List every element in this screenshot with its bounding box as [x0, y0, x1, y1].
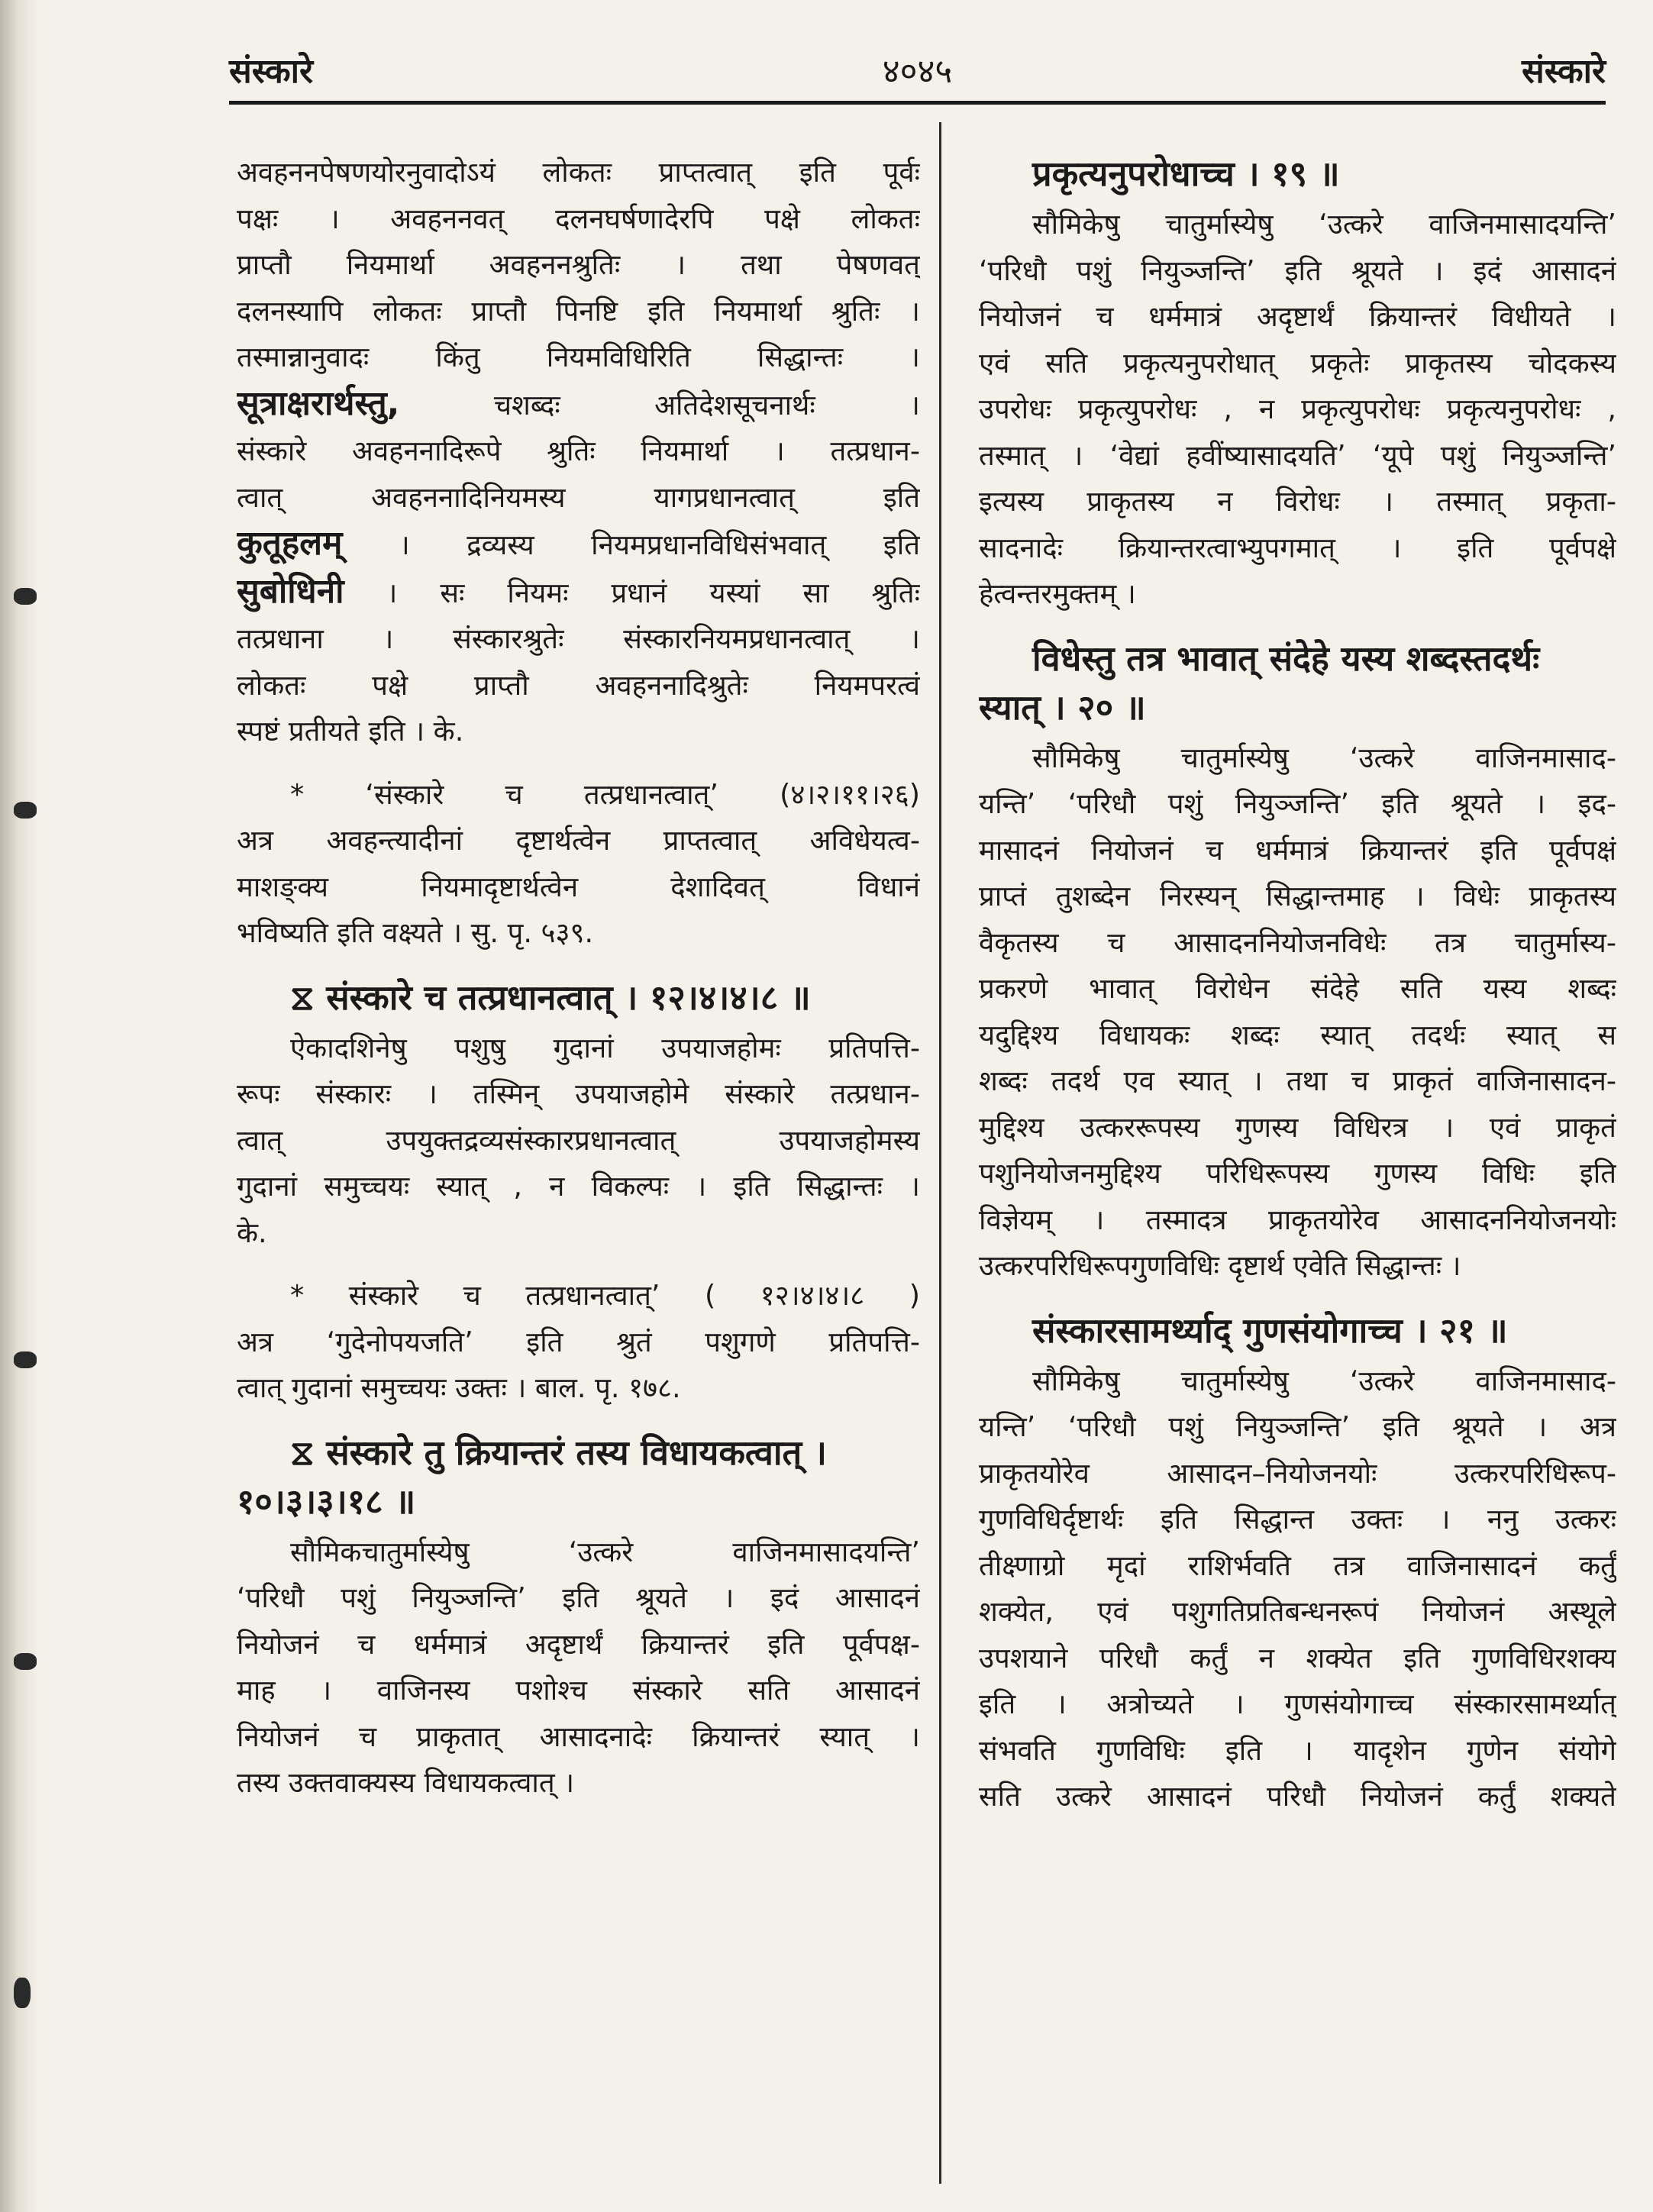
text-line: गुदानां समुच्चयः स्यात् , न विकल्पः । इति सिद्धान्तः । — [237, 1170, 920, 1203]
text-line: तस्मात् । ‘वेद्यां हवींष्यासादयति’ ‘यूपे पशुं नियुञ्जन्ति’ — [979, 438, 1616, 472]
text-line: तस्मान्नानुवादः किंतु नियमविधिरिति सिद्धान्तः । — [237, 341, 920, 373]
text-line: सति उत्करे आसादनं परिधौ नियोजनं कर्तुं शक्यते — [979, 1780, 1616, 1813]
text-line: प्राकृतयोरेव आसादन–नियोजनयोः उत्करपरिधिरूप- — [979, 1456, 1616, 1490]
left-column — [237, 150, 920, 2181]
text-line: सौमिकेषु चातुर्मास्येषु ‘उत्करे वाजिनमासाद- — [1032, 1364, 1616, 1397]
text-line: * संस्कारे च तत्प्रधानत्वात्’ ( १२।४।४।८ ) — [290, 1279, 920, 1312]
text-line: इति । अत्रोच्यते । गुणसंयोगाच्च संस्कारसामर्थ्यात् — [979, 1687, 1616, 1720]
reference-block — [237, 772, 920, 957]
text-line: पक्षः । अवहननवत् दलनघर्षणादेरपि पक्षे लोकतः — [237, 202, 920, 235]
column-divider — [939, 122, 941, 2184]
text-line: ‘परिधौ पशुं नियुञ्जन्ति’ इति श्रूयते । इदं आसादनं — [237, 1581, 920, 1614]
text-line: के. — [237, 1216, 267, 1249]
text-span: । सः नियमः प्रधानं यस्यां सा श्रुतिः — [386, 576, 920, 609]
binding-edge — [0, 0, 38, 2212]
text-line: शब्दः तदर्थ एव स्यात् । तथा च प्राकृतं वाजिनासादन- — [979, 1064, 1616, 1097]
commentary-block — [979, 1358, 1616, 1820]
bold-term: सुबोधिनी — [237, 571, 344, 611]
edge-spot — [14, 1351, 37, 1368]
sutra-heading: विधेस्तु तत्र भावात् संदेहे यस्य शब्दस्तदर्थः — [1032, 638, 1540, 679]
text-line — [237, 521, 920, 569]
text-line: प्राप्तौ नियमार्था अवहननश्रुतिः । तथा पेषणवत् — [237, 248, 920, 281]
text-line: मुद्दिश्य उत्कररूपस्य गुणस्य विधिरत्र । एवं प्राकृतं — [979, 1110, 1616, 1144]
text-line: अवहननपेषणयोरनुवादोऽयं लोकतः प्राप्तत्वात् इति पूर्वः — [237, 156, 920, 189]
text-line: उपशयाने परिधौ कर्तुं न शक्येत इति गुणविधिरशक्य — [979, 1641, 1616, 1674]
text-line: तत्प्रधाना । संस्कारश्रुतेः संस्कारनियमप्रधानत्वात् । — [237, 622, 920, 655]
text-line: सादनादेः क्रियान्तरत्वाभ्युपगमात् । इति पूर्वपक्षे — [979, 531, 1616, 564]
text-line: नियोजनं च धर्ममात्रं अदृष्टार्थं क्रियान्तरं इति पूर्वपक्ष- — [237, 1627, 920, 1661]
text-line: रूपः संस्कारः । तस्मिन् उपयाजहोमे संस्कारे तत्प्रधान- — [237, 1077, 920, 1110]
text-line: गुणविधिर्दृष्टार्थः इति सिद्धान्त उक्तः । ननु उत्करः — [979, 1503, 1616, 1535]
text-line: अत्र अवहन्त्यादीनां दृष्टार्थत्वेन प्राप्तत्वात् अविधेयत्व- — [237, 824, 920, 857]
text-line: प्रकरणे भावात् विरोधेन संदेहे सति यस्य शब्दः — [979, 972, 1616, 1005]
text-line: उत्करपरिधिरूपगुणविधिः दृष्टार्थ एवेति सिद्धान्तः । — [979, 1249, 1461, 1282]
text-line: नियोजनं च प्राकृतात् आसादनादेः क्रियान्तरं स्यात् । — [237, 1720, 920, 1753]
text-line: यन्ति’ ‘परिधौ पशुं नियुञ्जन्ति’ इति श्रूयते । अत्र — [979, 1410, 1616, 1443]
text-span: चशब्दः अतिदेशसूचनार्थः । — [493, 388, 920, 421]
text-line: * ‘संस्कारे च तत्प्रधानत्वात्’ (४।२।११।२६) — [290, 777, 920, 811]
header-left-title: संस्कारे — [229, 52, 314, 91]
text-line: प्राप्तं तुशब्देन निरस्यन् सिद्धान्तमाह । विधेः प्राकृतस्य — [979, 880, 1616, 912]
text-line: स्पष्टं प्रतीयते इति । के. — [237, 715, 464, 748]
text-line: अत्र ‘गुदेनोपयजति’ इति श्रुतं पशुगणे प्रतिपत्ति- — [237, 1325, 920, 1358]
text-line: सौमिकचातुर्मास्येषु ‘उत्करे वाजिनमासादयन्ति’ — [290, 1535, 920, 1568]
text-line: एवं सति प्रकृत्यनुपरोधात् प्रकृतेः प्राकृतस्य चोदकस्य — [979, 346, 1616, 379]
sutra-heading: प्रकृत्यनुपरोधाच्च । १९ ॥ — [1032, 153, 1340, 194]
text-line: भविष्यति इति वक्ष्यते । सु. पृ. ५३९. — [237, 916, 594, 949]
text-line: यन्ति’ ‘परिधौ पशुं नियुञ्जन्ति’ इति श्रूयते । इद- — [979, 787, 1616, 820]
text-line: तीक्ष्णाग्रो मृदां राशिर्भवति तत्र वाजिनासादनं कर्तुं — [979, 1548, 1616, 1582]
bold-term: सूत्राक्षरार्थस्तु, — [237, 383, 400, 423]
commentary-block — [237, 1529, 920, 1807]
text-line: सौमिकेषु चातुर्मास्येषु ‘उत्करे वाजिनमासाद- — [1032, 741, 1616, 774]
edge-spot — [14, 802, 37, 819]
page-number: ४०४५ — [882, 52, 953, 91]
commentary-block — [979, 735, 1616, 1290]
text-line: दलनस्यापि लोकतः प्राप्तौ पिनष्टि इति नियमार्था श्रुतिः । — [237, 294, 920, 328]
sutra-heading: १०।३।३।१८ ॥ — [237, 1481, 416, 1522]
text-line — [237, 569, 920, 617]
running-header — [229, 47, 1606, 105]
reference-block — [237, 1273, 920, 1412]
text-line: लोकतः पक्षे प्राप्तौ अवहननादिश्रुतेः नियमपरत्वं — [237, 668, 920, 702]
text-line: वैकृतस्य च आसादननियोजनविधेः तत्र चातुर्मास्य- — [979, 925, 1616, 959]
text-line — [237, 381, 920, 429]
text-line: हेत्वन्तरमुक्तम् । — [979, 577, 1136, 610]
sutra-heading: संस्कारसामर्थ्याद् गुणसंयोगाच्च । २१ ॥ — [1032, 1309, 1508, 1351]
text-line: माह । वाजिनस्य पशोश्च संस्कारे सति आसादनं — [237, 1674, 920, 1707]
text-line: सौमिकेषु चातुर्मास्येषु ‘उत्करे वाजिनमासादयन्ति’ — [1032, 208, 1616, 241]
text-line: शक्येत, एवं पशुगतिप्रतिबन्धनरूपं नियोजनं अस्थूले — [979, 1595, 1616, 1628]
text-line: ऐकादशिनेषु पशुषु गुदानां उपयाजहोमः प्रतिपत्ति- — [290, 1031, 920, 1064]
edge-spot — [14, 1978, 31, 2008]
sutra-heading: ⧖ संस्कारे च तत्प्रधानत्वात् । १२।४।४।८ ॥ — [290, 977, 811, 1018]
text-line: त्वात् उपयुक्तद्रव्यसंस्कारप्रधानत्वात् उपयाजहोमस्य — [237, 1123, 920, 1157]
text-line: विज्ञेयम् । तस्मादत्र प्राकृतयोरेव आसादननियोजनयोः — [979, 1203, 1616, 1236]
text-line: त्वात् अवहननादिनियमस्य यागप्रधानत्वात् इति — [237, 480, 920, 514]
text-line: यदुद्दिश्य विधायकः शब्दः स्यात् तदर्थः स्यात् स — [979, 1018, 1616, 1051]
text-line: पशुनियोजनमुद्दिश्य परिधिरूपस्य गुणस्य विधिः इति — [979, 1157, 1616, 1190]
text-line: संस्कारे अवहननादिरूपे श्रुतिः नियमार्था । तत्प्रधान- — [237, 434, 920, 467]
sutra-heading: ⧖ संस्कारे तु क्रियान्तरं तस्य विधायकत्वात् । — [290, 1432, 827, 1473]
text-span: । द्रव्यस्य नियमप्रधानविधिसंभवात् इति — [399, 528, 920, 561]
text-line: माशङ्क्य नियमादृष्टार्थत्वेन देशादिवत् विधानं — [237, 870, 920, 903]
text-line: उपरोधः प्रकृत्युपरोधः , न प्रकृत्युपरोधः प्रकृत्यनुपरोधः , — [979, 392, 1616, 425]
text-line: तस्य उक्तवाक्यस्य विधायकत्वात् । — [237, 1766, 575, 1799]
commentary-block — [979, 202, 1616, 618]
edge-spot — [14, 588, 37, 605]
commentary-block — [237, 1025, 920, 1257]
text-line: मासादनं नियोजनं च धर्ममात्रं क्रियान्तरं इति पूर्वपक्षं — [979, 833, 1616, 867]
header-right-title: संस्कारे — [1521, 52, 1606, 91]
text-line: नियोजनं च धर्ममात्रं अदृष्टार्थं क्रियान्तरं विधीयते । — [979, 300, 1616, 333]
bold-term: कुतूहलम् — [237, 524, 343, 563]
text-line: संभवति गुणविधिः इति । यादृशेन गुणेन संयोगे — [979, 1733, 1616, 1767]
commentary-block — [237, 150, 920, 755]
edge-spot — [14, 1653, 37, 1670]
text-line: त्वात् गुदानां समुच्चयः उक्तः । बाल. पृ. १७८. — [237, 1371, 681, 1404]
sutra-heading: स्यात् । २० ॥ — [979, 686, 1146, 728]
right-column — [979, 150, 1616, 2181]
text-line: इत्यस्य प्राकृतस्य न विरोधः । तस्मात् प्रकृता- — [979, 485, 1616, 518]
text-line: ‘परिधौ पशुं नियुञ्जन्ति’ इति श्रूयते । इदं आसादनं — [979, 253, 1616, 287]
